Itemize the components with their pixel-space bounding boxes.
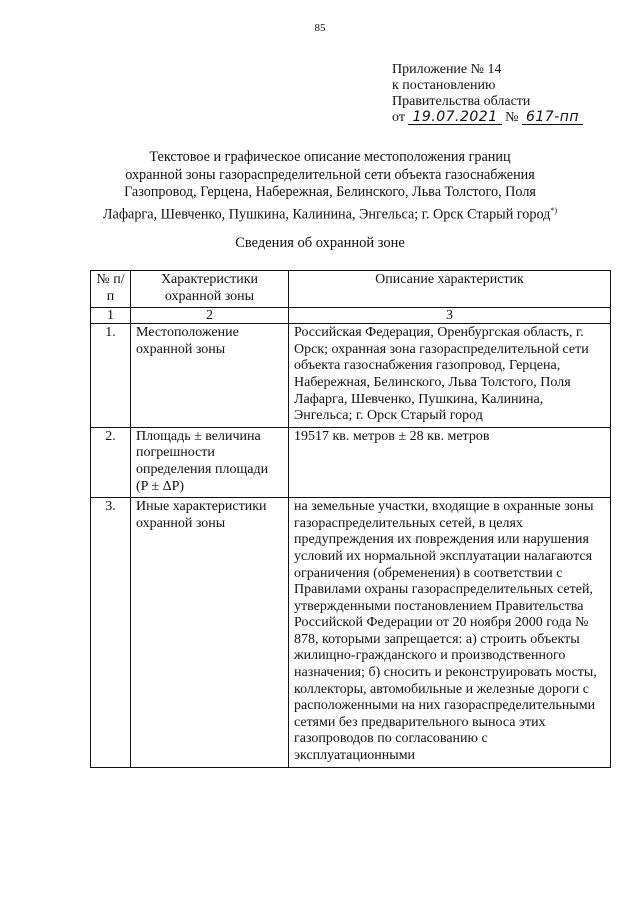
appendix-title: Приложение № 14 (392, 62, 502, 77)
header-description: Описание характеристик (289, 271, 611, 308)
title-line-4-text: Лафарга, Шевченко, Пушкина, Калинина, Энгельса; г. Орск Старый город (102, 206, 551, 223)
appendix-authority: Правительства области (392, 94, 531, 109)
row-characteristic: Площадь ± величина погрешности определения площади (P ± ΔP) (131, 427, 289, 497)
title-line-4 (60, 202, 600, 224)
handwritten-date: 19.07.2021 (408, 110, 501, 125)
index-cell-3: 3 (289, 308, 611, 324)
page-number: 85 (314, 22, 326, 34)
table-row (91, 427, 611, 497)
date-prefix: от (392, 110, 405, 125)
protection-zone-table (90, 270, 611, 768)
title-line-3: Газопровод, Герцена, Набережная, Белинского, Льва Толстого, Поля (124, 184, 536, 200)
row-number: 3. (91, 498, 131, 768)
header-characteristic: Характеристики охранной зоны (131, 271, 289, 308)
table-row (91, 324, 611, 428)
section-title: Сведения об охранной зоне (235, 235, 405, 251)
number-prefix: № (505, 110, 519, 125)
title-line-1: Текстовое и графическое описание местоположения границ (149, 149, 511, 165)
table-index-row (91, 308, 611, 324)
document-title (60, 149, 600, 224)
table-header-row (91, 271, 611, 308)
row-number: 1. (91, 324, 131, 428)
row-description: на земельные участки, входящие в охранные зоны газораспределительных сетей, в целях предупреждения их повреждения или нарушения условий их нормальной эксплуатации налагаются ограничения (обременения) в соответствии с Правилами охраны газораспределительных сетей, утвержденными постановлением Правительства Российской Федерации от 20 ноября 2000 года № 878, которыми запрещается: а) строить объекты жилищно-гражданского и производственного назначения; б) сносить и реконструировать мосты, коллекторы, автомобильные и железные дороги с расположенными на них газораспределительными сетями без предварительного выноса этих газопроводов по согласованию с эксплуатационными (289, 498, 611, 768)
header-number: № п/п (91, 271, 131, 308)
table-row (91, 498, 611, 768)
row-characteristic: Иные характеристики охранной зоны (131, 498, 289, 768)
row-number: 2. (91, 427, 131, 497)
appendix-reference: к постановлению (392, 78, 496, 93)
row-description: Российская Федерация, Оренбургская область, г. Орск; охранная зона газораспределительной сети объекта газоснабжения газопровод, Герцена, Набережная, Белинского, Льва Толстого, Поля Лафарга, Шевченко, Пушкина, Калинина, Энгельса; г. Орск Старый город (289, 324, 611, 428)
handwritten-number: 617-пп (522, 110, 583, 125)
appendix-block (392, 62, 583, 126)
row-description: 19517 кв. метров ± 28 кв. метров (289, 427, 611, 497)
footnote-mark: *) (550, 205, 558, 215)
index-cell-2: 2 (131, 308, 289, 324)
row-characteristic: Местоположение охранной зоны (131, 324, 289, 428)
index-cell-1: 1 (91, 308, 131, 324)
appendix-date-line (392, 110, 583, 126)
title-line-2: охранной зоны газораспределительной сети объекта газоснабжения (125, 166, 535, 183)
